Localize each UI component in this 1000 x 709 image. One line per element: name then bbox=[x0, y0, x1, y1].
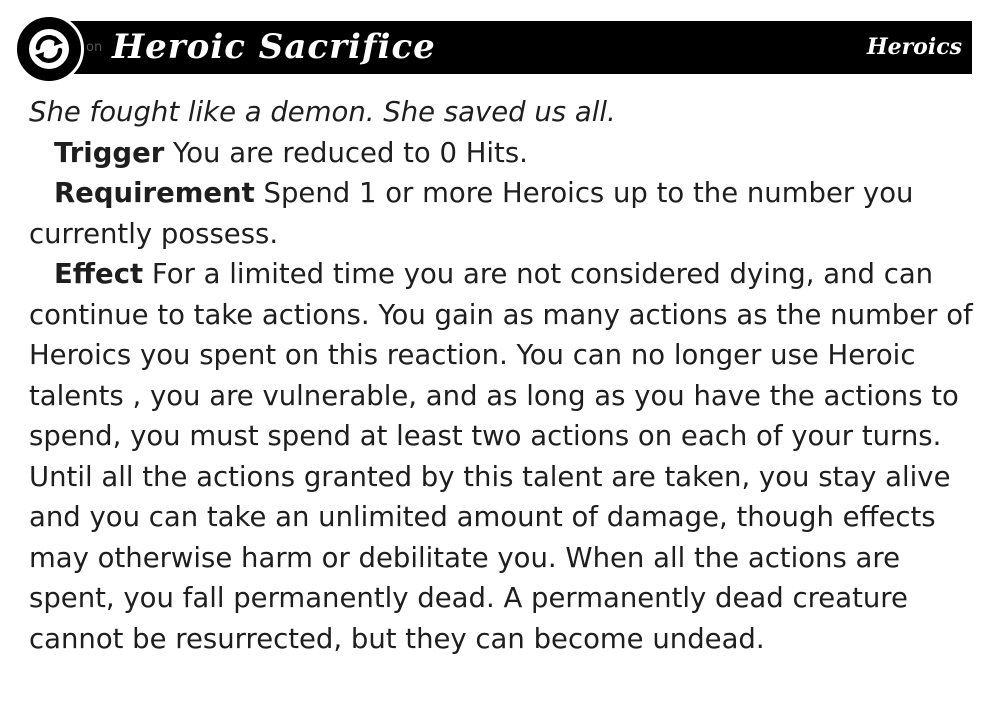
category-label: Heroics bbox=[866, 34, 962, 60]
reaction-cycle-icon bbox=[21, 21, 77, 77]
badge-label-fragment: on bbox=[86, 40, 103, 55]
requirement-label: Requirement bbox=[54, 177, 255, 209]
talent-description bbox=[29, 92, 974, 659]
page-title: Heroic Sacrifice bbox=[112, 27, 436, 67]
trigger-text: You are reduced to 0 Hits. bbox=[164, 136, 528, 169]
requirement-paragraph bbox=[29, 173, 974, 254]
trigger-label: Trigger bbox=[54, 136, 165, 169]
effect-paragraph bbox=[29, 254, 974, 659]
requirement-text: Spend 1 or more Heroics up to the number you currently possess. bbox=[29, 177, 914, 250]
trigger-paragraph bbox=[29, 133, 974, 174]
effect-text: For a limited time you are not considered dying, and can continue to take actions. You gain as many actions as the number of Heroics you spent on this reaction. You can no longer use Heroic talents , you are vulnerable, and as long as you have the actions to spend, you must spend at least two actions on each of your turns. Until all the actions granted by this talent are taken, you stay alive and you can take an unlimited amount of damage, though effects may otherwise harm or debilitate you. When all the actions are spent, you fall permanently dead. A permanently dead creature cannot be resurrected, but they can become undead. bbox=[29, 258, 973, 655]
flavor-text: She fought like a demon. She saved us all. bbox=[29, 96, 616, 128]
reaction-badge bbox=[14, 14, 84, 84]
effect-label: Effect bbox=[54, 258, 144, 290]
